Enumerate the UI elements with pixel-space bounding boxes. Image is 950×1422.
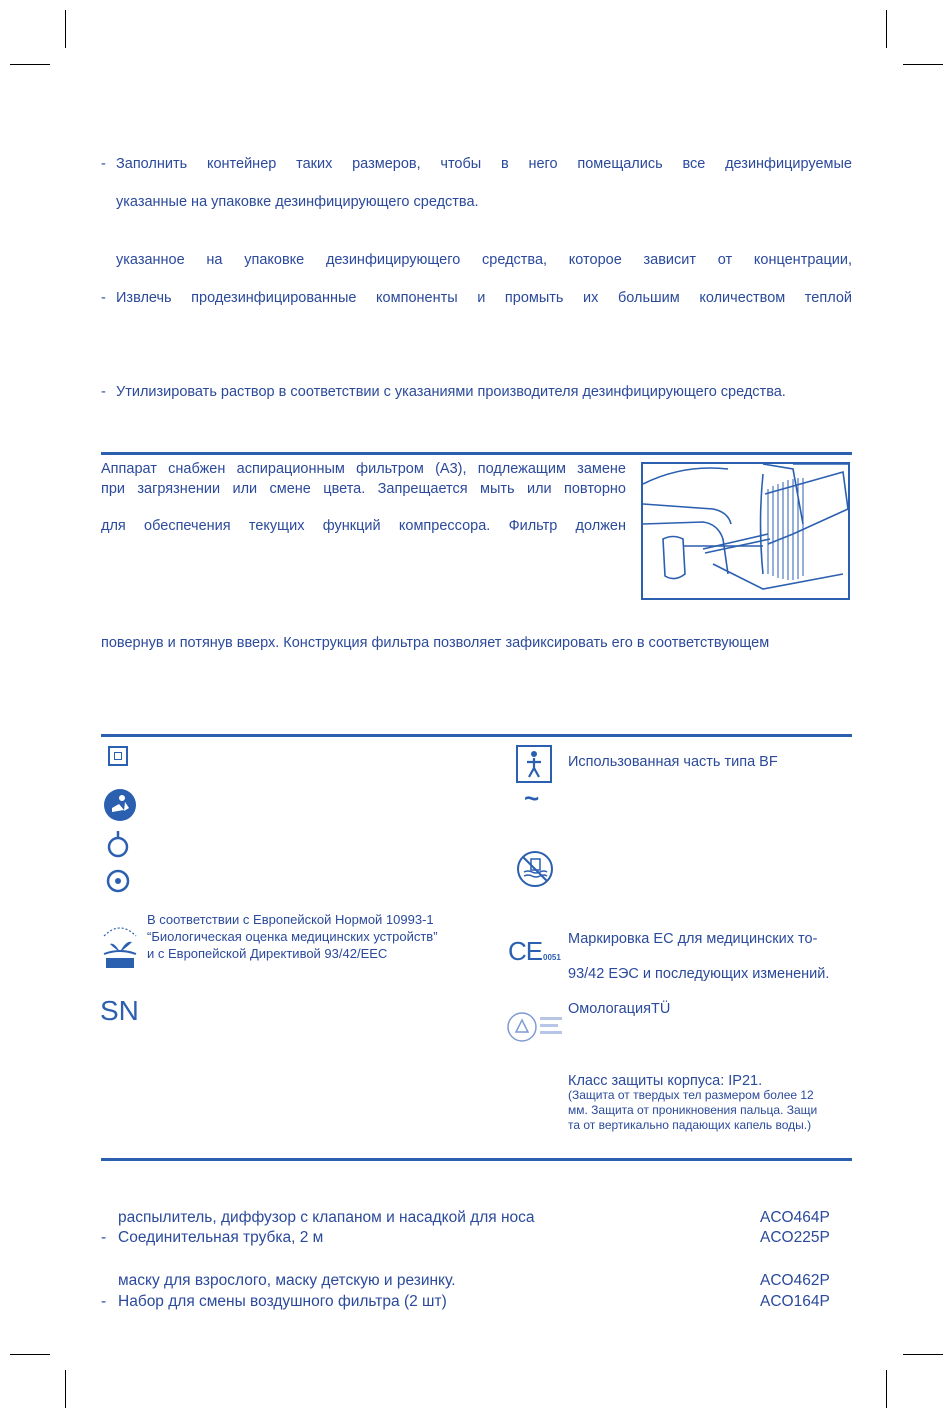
crop-mark (65, 10, 66, 48)
disinfection-line-5: Утилизировать раствор в соответствии с указаниями производителя дезинфицирующего средства. (116, 384, 786, 400)
section-divider (101, 734, 852, 737)
crop-mark (903, 64, 943, 65)
alternating-current-symbol: ~ (524, 783, 540, 813)
disinfection-line-2: указанные на упаковке дезинфицирующего средства. (116, 194, 479, 210)
accessory-code: ACO225P (760, 1229, 830, 1246)
ce-number: 0051 (543, 953, 561, 962)
ip-line-2: (Защита от твердых тел размером более 12 (568, 1088, 814, 1102)
tu-label: ОмологацияTÜ (568, 1001, 671, 1017)
disinfection-line-1: Заполнить контейнер таких размеров, чтобы в него помещались все дезинфицируемые (116, 156, 852, 172)
section-divider (101, 1158, 852, 1161)
bio-line-1: В соответствии с Европейской Нормой 10993-1 (147, 912, 434, 927)
accessory-name: маску для взрослого, маску детскую и резинку. (118, 1272, 456, 1289)
serial-number-symbol: SN (100, 995, 139, 1026)
filter-line-2: при загрязнении или смене цвета. Запрещается мыть или повторно (101, 481, 626, 497)
filter-replacement-illustration (641, 462, 850, 600)
accessory-bullet: - (101, 1293, 107, 1310)
filter-line-3: для обеспечения текущих функций компрессора. Фильтр должен (101, 518, 626, 534)
crop-mark (903, 1354, 943, 1355)
accessory-code: ACO464P (760, 1209, 830, 1226)
ip-line-1: Класс защиты корпуса: IP21. (568, 1073, 763, 1089)
ip-line-3: мм. Защита от проникновения пальца. Защи (568, 1103, 818, 1117)
accessory-name: распылитель, диффузор с клапаном и насадкой для носа (118, 1209, 535, 1226)
ip-line-4: та от вертикально падающих капель воды.) (568, 1118, 812, 1132)
ce-mark-icon (508, 936, 568, 966)
disinfection-line-3: указанное на упаковке дезинфицирующего средства, которое зависит от концентрации, (116, 252, 852, 268)
ce-line-1: Маркировка ЕС для медицинских то- (568, 931, 818, 947)
accessory-name: Соединительная трубка, 2 м (118, 1229, 324, 1246)
filter-line-1: Аппарат снабжен аспирационным фильтром (A3), подлежащим замене (101, 461, 626, 477)
power-off-icon (106, 869, 130, 898)
bio-line-3: и с Европейской Директивой 93/42/EEC (147, 946, 388, 961)
type-bf-icon (516, 745, 552, 783)
class-ii-icon (108, 746, 128, 766)
crop-mark (886, 10, 887, 48)
ce-mark-text: CE (508, 936, 543, 966)
accessory-code: ACO462P (760, 1272, 830, 1289)
accessory-bullet: - (101, 1229, 107, 1246)
accessory-code: ACO164P (760, 1293, 830, 1310)
bullet-dash: - (101, 384, 106, 400)
crop-mark (10, 64, 50, 65)
bullet-dash: - (101, 156, 106, 172)
bio-line-2: “Биологическая оценка медицинских устройств” (147, 929, 438, 944)
filter-line-4: повернув и потянув вверх. Конструкция фильтра позволяет зафиксировать его в соответствующем (101, 635, 770, 651)
bf-label: Использованная часть типа BF (568, 754, 778, 770)
crop-mark (65, 1370, 66, 1408)
ce-line-2: 93/42 ЕЭС и последующих изменений. (568, 966, 830, 982)
tuv-certification-icon (507, 1011, 565, 1048)
crop-mark (886, 1370, 887, 1408)
pvc-free-logo-icon (100, 918, 140, 975)
bullet-dash: - (101, 290, 106, 306)
section-divider (101, 452, 852, 455)
crop-mark (10, 1354, 50, 1355)
read-instructions-icon (103, 788, 137, 827)
disinfection-line-4: Извлечь продезинфицированные компоненты и промыть их большим количеством теплой (116, 290, 852, 306)
no-water-immersion-icon (516, 850, 554, 893)
power-on-icon (106, 829, 130, 864)
accessory-name: Набор для смены воздушного фильтра (2 шт) (118, 1293, 447, 1310)
